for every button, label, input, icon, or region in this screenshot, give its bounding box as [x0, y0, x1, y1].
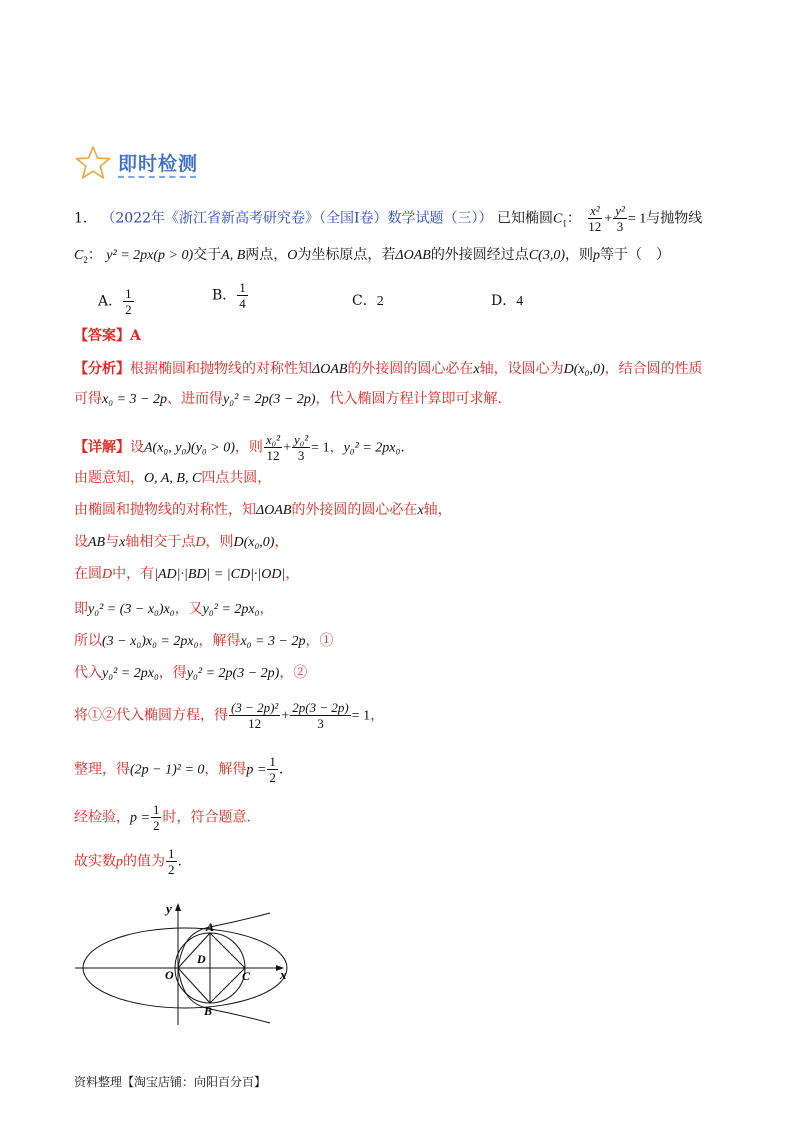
formula: |AD|·|BD| = |CD|·|OD|: [154, 567, 286, 582]
question-text: 为坐标原点，若: [297, 247, 396, 263]
triangle-label: ΔOAB: [312, 362, 348, 377]
numerator: x₀²: [265, 432, 281, 447]
parabola-curve-lower: [178, 968, 270, 1023]
frac: [292, 432, 310, 463]
question-number: 1．: [74, 210, 97, 227]
label-b: B: [204, 1004, 213, 1018]
detail-text: 中，有: [112, 566, 155, 582]
analysis-line-2: [74, 388, 502, 411]
ellipse-eq-tail: = 1: [627, 211, 647, 227]
detail-text: .: [278, 761, 284, 778]
question-source: （2022年《浙江省新高考研究卷》（全国I卷）数学试题（三））: [101, 210, 493, 227]
label-y: y: [166, 901, 172, 916]
detail-text: 由题意知，: [74, 470, 144, 486]
denominator: 12: [266, 448, 280, 463]
option-d[interactable]: [491, 290, 523, 310]
analysis-text: 根据椭圆和抛物线的对称性知: [130, 361, 312, 377]
geometry-figure: [70, 895, 300, 1030]
segment-ab: AB: [88, 535, 106, 550]
point-d-coords: D(x₀,0): [233, 535, 275, 550]
detail-text: 设: [130, 439, 144, 456]
frac: [267, 754, 278, 785]
numerator: y²: [615, 203, 625, 218]
frac: [290, 700, 350, 731]
analysis-text: 可得: [74, 391, 102, 407]
analysis-line-1: [74, 358, 703, 381]
var-x: x: [417, 503, 424, 518]
footer-text: 资料整理【淘宝店铺：向阳百分百】: [74, 1075, 267, 1089]
point-d: D: [195, 535, 206, 550]
detail-text: 即: [74, 601, 88, 617]
detail-line-3: [74, 499, 452, 522]
question-line-1: 1． （2022年《浙江省新高考研究卷》（全国I卷）数学试题（三）） 已知椭圆$C_1$： $\frac{\text{x²}}{12}$ + $\frac{\text{y²}}{3}$ = 1与抛物线: [74, 203, 703, 234]
numerator: y₀²: [293, 432, 309, 447]
formula: y₀² = (3 − x₀)x₀: [88, 602, 175, 617]
colon: ：: [566, 210, 581, 227]
formula: (3 − x₀)x₀ = 2px₀: [102, 634, 199, 649]
var-p: p: [116, 854, 123, 870]
denominator: 2: [269, 770, 276, 785]
detail-text: ，则: [205, 534, 234, 550]
option-frac: [123, 286, 134, 317]
detail-text: 四点共圆，: [201, 470, 272, 486]
detail-text: ，又: [174, 601, 203, 617]
detail-line-1: 【详解】设A(x₀, y₀)(y₀ > 0)，则 $\frac{\text{x₀²}}{12}$ + $\frac{\text{y₀²}}{3}$ = 1，y₀² = 2px₀.: [74, 432, 405, 463]
question-text: 交于: [193, 247, 222, 263]
detail-text: .: [400, 439, 405, 456]
detail-text: ，: [370, 707, 385, 724]
option-value: 2: [376, 294, 384, 309]
denominator: 2: [168, 862, 175, 877]
formula: x₀ = 3 − 2p: [240, 634, 306, 649]
detail-text: 由椭圆和抛物线的对称性，知: [74, 502, 256, 518]
formula: = 1: [351, 708, 371, 724]
frac: [151, 802, 162, 833]
point-d: D: [102, 567, 113, 582]
analysis-text: 轴，设圆心为: [479, 361, 564, 377]
question-text: 与抛物线: [646, 210, 703, 227]
numerator: 1: [168, 846, 175, 861]
option-frac: [237, 280, 248, 311]
detail-text: ，: [274, 534, 289, 550]
detail-text: 所以: [74, 633, 102, 649]
detail-text: 故实数: [74, 853, 116, 870]
label-x: x: [280, 967, 287, 982]
section-title: 即时检测: [118, 153, 199, 175]
denominator: 3: [616, 219, 624, 234]
numerator: 1: [152, 802, 160, 817]
detail-line-7: [74, 630, 333, 653]
formula: p =: [130, 810, 150, 826]
section-header: [74, 143, 204, 185]
question-text: 两点，: [245, 247, 288, 263]
detail-line-9: [74, 700, 384, 731]
option-a[interactable]: [98, 286, 135, 317]
question-text: 的外接圆经过点: [430, 247, 529, 263]
formula: p =: [246, 762, 267, 778]
formula: (2p − 1)² = 0: [130, 762, 205, 778]
detail-text: ，得: [158, 665, 187, 681]
analysis-tag: 【分析】: [74, 361, 130, 377]
detail-text: 与: [105, 534, 120, 550]
option-b[interactable]: [212, 280, 249, 311]
triangle-label: ΔOAB: [395, 248, 431, 263]
section-underline: [118, 176, 196, 178]
question-text: 已知椭圆: [497, 210, 553, 227]
denominator: 12: [248, 716, 262, 731]
detail-text: ，: [259, 601, 274, 617]
y-axis-arrow-icon: [175, 903, 181, 911]
formula: y₀² = 2p(3 − 2p): [186, 666, 280, 681]
numerator: 1: [269, 754, 276, 769]
detail-text: 代入: [74, 665, 102, 681]
question-line-2: $C_2$： y² = 2px(p > 0)交于A, B两点，O为坐标原点，若ΔOAB的外接圆经过点C(3,0)，则p等于（ ）: [74, 247, 670, 265]
points-ab: A, B: [221, 248, 246, 263]
var-x: x: [119, 535, 126, 550]
parabola-equation: y² = 2px(p > 0): [106, 248, 194, 263]
denominator: 3: [317, 716, 324, 731]
origin-label: O: [287, 248, 298, 263]
detail-text: ，①: [305, 633, 334, 649]
denominator: 4: [239, 296, 246, 311]
formula: O, A, B, C: [144, 471, 202, 486]
denominator: 2: [152, 818, 160, 833]
analysis-text: 的外接圆的圆心必在: [347, 361, 474, 377]
numerator: 2p(3 − 2p): [292, 700, 349, 715]
detail-line-6: [74, 598, 273, 621]
answer-value: A: [130, 328, 141, 344]
detail-text: 经检验，: [74, 809, 130, 826]
detail-text: 轴相交于点: [125, 534, 196, 550]
option-label: C．: [352, 293, 377, 309]
ellipse-name: C: [553, 211, 563, 227]
detail-text: 在圆: [74, 566, 102, 582]
detail-line-10: [74, 754, 283, 785]
detail-line-4: [74, 531, 288, 554]
numerator: 1: [239, 280, 246, 295]
label-c: C: [242, 969, 251, 983]
detail-line-11: [74, 802, 251, 833]
parabola-curve: [178, 913, 270, 968]
var-p: p: [592, 248, 600, 263]
label-o: O: [165, 968, 174, 982]
formula: = 1: [311, 440, 330, 456]
triangle-label: ΔOAB: [256, 503, 292, 518]
detail-text: 时，符合题意.: [162, 809, 251, 826]
formula: y₀² = 2px₀: [202, 602, 260, 617]
detail-tag: 【详解】: [74, 439, 130, 456]
numerator: (3 − 2p)²: [231, 700, 279, 715]
question-text: ，则: [564, 247, 593, 263]
option-label: B．: [212, 287, 237, 304]
detail-text: .: [177, 853, 182, 870]
detail-text: 设: [74, 534, 88, 550]
detail-text: 的值为: [123, 853, 165, 870]
point-c: C(3,0): [528, 248, 565, 263]
answer-line: [74, 325, 141, 347]
formula: y₀² = 2px₀: [102, 666, 159, 681]
denominator: 2: [125, 302, 132, 317]
detail-text: 的外接圆的圆心必在: [291, 502, 418, 518]
option-value: 4: [516, 294, 524, 309]
ellipse-subscript: 1: [562, 218, 567, 229]
detail-line-2: [74, 467, 271, 490]
numerator: 1: [125, 286, 132, 301]
var-x: x: [473, 362, 480, 377]
question-text: 等于（ ）: [599, 247, 670, 263]
denominator: 3: [297, 448, 305, 463]
analysis-text: ，结合圆的性质: [604, 361, 703, 377]
parabola-name: C: [74, 248, 84, 263]
frac: [229, 700, 280, 731]
star-outline-icon: [74, 145, 112, 181]
detail-text: ，: [285, 566, 300, 582]
numerator: x²: [589, 203, 600, 218]
formula: x₀ = 3 − 2p: [102, 392, 167, 407]
answer-tag: 【答案】: [74, 328, 130, 344]
point-d: D(x₀,0): [563, 362, 605, 377]
option-c[interactable]: [352, 290, 384, 310]
analysis-text: ，代入椭圆方程计算即可求解.: [315, 391, 502, 407]
frac: [166, 846, 177, 877]
denominator: 12: [588, 219, 602, 234]
detail-line-8: [74, 662, 307, 685]
detail-text: ，: [329, 439, 344, 456]
label-a: A: [206, 920, 215, 934]
detail-text: ，解得: [198, 633, 241, 649]
formula: y₀² = 2p(3 − 2p): [222, 392, 316, 407]
detail-text: 轴，: [423, 502, 452, 518]
detail-text: 整理，得: [74, 761, 130, 778]
detail-text: ，解得: [204, 761, 247, 778]
parabola-subscript: 2: [83, 254, 88, 265]
label-d: D: [197, 952, 206, 966]
detail-line-5: [74, 563, 299, 586]
analysis-text: 、进而得: [166, 391, 223, 407]
detail-text: ，②: [279, 665, 308, 681]
detail-line-12: [74, 846, 182, 877]
frac: [264, 432, 282, 463]
plus-sign: +: [281, 708, 290, 724]
formula: A(x₀, y₀)(y₀ > 0): [144, 440, 235, 456]
formula: y₀² = 2px₀: [343, 440, 401, 456]
ellipse-frac-y: [613, 203, 627, 234]
detail-text: 将①②代入椭圆方程，得: [74, 707, 228, 724]
option-label: D．: [491, 293, 517, 309]
option-label: A．: [98, 293, 123, 310]
ellipse-frac-x: [586, 203, 603, 234]
detail-text: ，则: [234, 439, 263, 456]
